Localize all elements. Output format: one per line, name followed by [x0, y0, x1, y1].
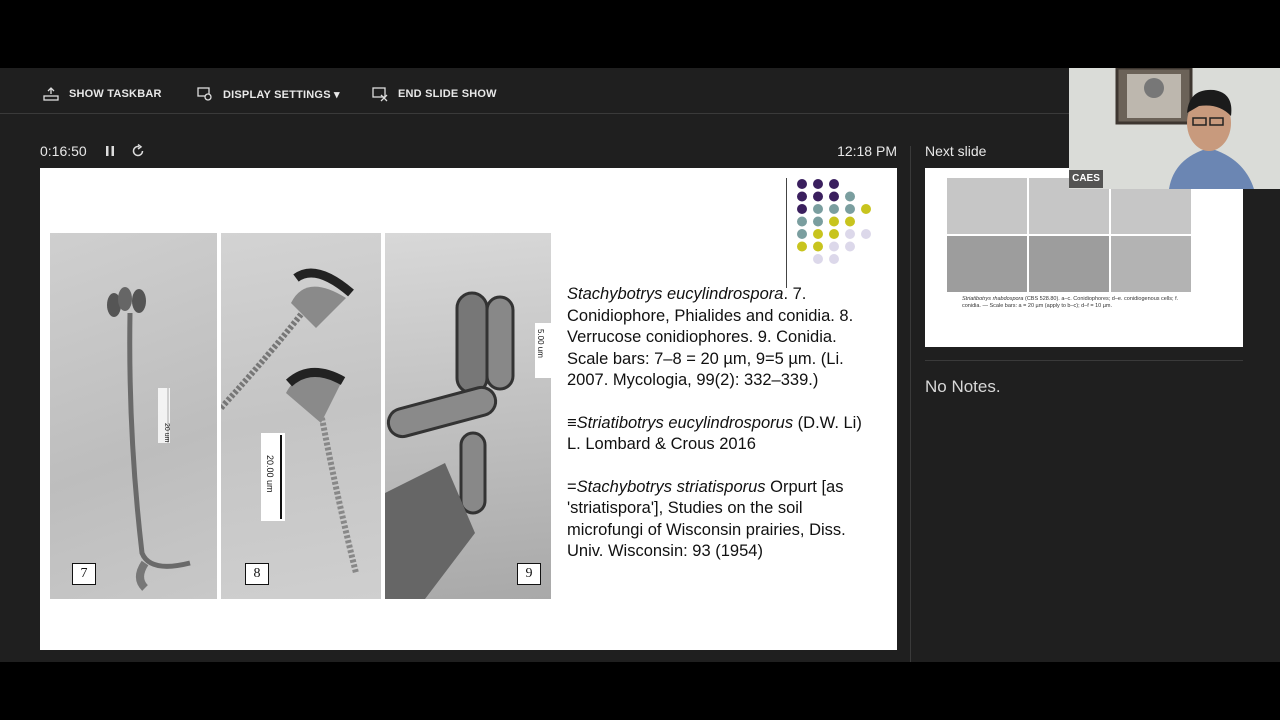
decor-dot: [813, 229, 823, 239]
decor-dot: [813, 242, 823, 252]
panel-label-7: 7: [72, 563, 96, 585]
slide-paragraph-1: [567, 284, 877, 392]
display-settings-button[interactable]: [197, 86, 340, 102]
next-slide-label: Next slide: [925, 143, 987, 159]
show-taskbar-label: SHOW TASKBAR: [69, 88, 162, 100]
show-taskbar-button[interactable]: [43, 86, 162, 102]
decor-dot: [813, 192, 823, 202]
end-slide-show-label: END SLIDE SHOW: [398, 88, 497, 100]
pane-divider[interactable]: [910, 146, 911, 662]
notes-separator: [925, 360, 1243, 361]
webcam-name-label: CAES: [1069, 170, 1103, 188]
micrograph-panel-7: [50, 233, 217, 599]
decor-dot: [797, 229, 807, 239]
elapsed-timer: 0:16:50: [40, 143, 87, 159]
end-show-icon: [372, 86, 388, 102]
decor-dot: [813, 217, 823, 227]
current-time: 12:18 PM: [837, 143, 897, 159]
decor-dot: [797, 242, 807, 252]
decor-dot: [829, 217, 839, 227]
thumbnail-cell: [1111, 236, 1191, 292]
panel-label-8: 8: [245, 563, 269, 585]
decor-dot: [829, 192, 839, 202]
current-slide[interactable]: [40, 168, 897, 650]
decor-dot: [797, 204, 807, 214]
slide-body-text: [567, 284, 877, 584]
conidia-image: [385, 233, 551, 599]
decor-dot: [813, 204, 823, 214]
decor-dot: [845, 192, 855, 202]
thumbnail-caption-species: Striatibotrys rhabdospora: [962, 296, 1024, 302]
scale-label-9: 5.00 um: [536, 329, 545, 358]
scale-label-7: 20 um: [163, 423, 170, 443]
panel-label-9: 9: [517, 563, 541, 585]
slide-paragraph-3: [567, 477, 877, 563]
decor-dot: [861, 229, 871, 239]
decor-dot: [797, 192, 807, 202]
conidiophore-image: [50, 233, 217, 599]
micrograph-panel-9: [385, 233, 551, 599]
decor-dot: [845, 242, 855, 252]
verrucose-conidiophore-image: [221, 233, 381, 599]
thumbnail-cell: [947, 236, 1027, 292]
species-name-2: Striatibotrys eucylindrosporus: [576, 413, 794, 432]
decor-dot: [829, 204, 839, 214]
thumbnail-image-grid: [947, 178, 1191, 292]
decor-dot: [829, 179, 839, 189]
taskbar-icon: [43, 86, 59, 102]
thumbnail-caption: [962, 296, 1182, 310]
decor-dot-grid: [788, 178, 888, 278]
decor-dot: [797, 217, 807, 227]
decor-dot: [829, 229, 839, 239]
species-name-3: Stachybotrys striatisporus: [576, 477, 766, 496]
synonym-symbol-1: ≡: [567, 413, 577, 432]
decor-dot: [861, 204, 871, 214]
decor-dot: [797, 179, 807, 189]
decor-dot: [845, 217, 855, 227]
slide-paragraph-2: [567, 413, 877, 456]
paragraph-2-text: (D.W. Li) L. Lombard & Crous 2016: [567, 413, 862, 453]
paragraph-1-text: . 7. Conidiophore, Phialides and conidia. 8. Verrucose conidiophores. 9. Conidia. Scale bars: 7–8 = 20 µm, 9=5 µm. (Li. 2007. Mycologia, 99(2): 332–339.): [567, 285, 854, 389]
thumbnail-cell: [1029, 236, 1109, 292]
species-name-1: Stachybotrys eucylindrospora: [567, 285, 784, 303]
paragraph-3-text: Orpurt [as 'striatispora'], Studies on the soil microfungi of Wisconsin prairies, Diss. Univ. Wisconsin: 93 (1954): [567, 477, 846, 560]
decor-line: [786, 178, 787, 288]
decor-dot: [829, 254, 839, 264]
thumbnail-cell: [947, 178, 1027, 234]
display-settings-label: DISPLAY SETTINGS ▾: [223, 88, 340, 101]
thumbnail-caption-text: (CBS 528.80). a–c. Conidiophores; d–e. conidiogenous cells; f. conidia. — Scale bars: a = 20 µm (apply to b–c); d–f = 10 µm.: [962, 296, 1179, 309]
micrograph-panel-8: [221, 233, 381, 599]
speaker-notes: No Notes.: [925, 377, 1001, 396]
decor-dot: [845, 204, 855, 214]
decor-dot: [845, 229, 855, 239]
next-slide-thumbnail[interactable]: [925, 168, 1243, 347]
presenter-toolbar: [0, 68, 1070, 114]
decor-dot: [829, 242, 839, 252]
end-slide-show-button[interactable]: [372, 86, 497, 102]
scale-label-8: 20.00 um: [265, 455, 275, 493]
display-settings-icon: [197, 86, 213, 102]
synonym-symbol-2: =: [567, 477, 577, 496]
decor-dot: [813, 254, 823, 264]
pause-icon[interactable]: [104, 145, 116, 157]
restart-timer-icon[interactable]: [131, 144, 145, 158]
decor-dot: [813, 179, 823, 189]
